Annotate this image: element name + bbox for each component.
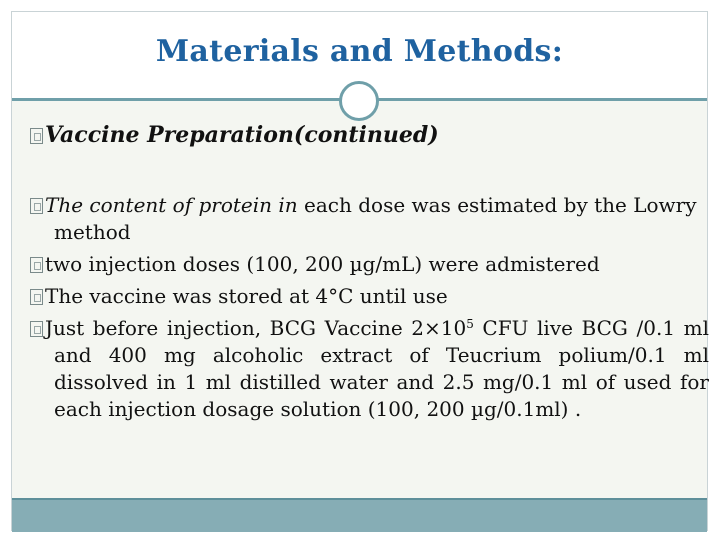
missing-glyph-box-icon (30, 198, 43, 214)
bottom-band (12, 498, 707, 532)
slide-title: Materials and Methods: (155, 34, 564, 69)
bullet-item-injection (30, 315, 709, 423)
missing-glyph-box-icon (30, 289, 43, 305)
divider-circle-ornament (339, 81, 379, 121)
bullet-text: The vaccine was stored at 4°C until use (45, 284, 448, 308)
exponent: 5 (466, 317, 474, 331)
bullet-item-storage (30, 283, 709, 310)
bullet-italic-text: The content of protein in (45, 193, 298, 217)
subheading-text: Vaccine Preparation(continued) (45, 122, 439, 148)
bullet-text: two injection doses (100, 200 µg/mL) were admistered (45, 252, 600, 276)
bullet-item-doses (30, 251, 709, 278)
bullet-item-protein (30, 192, 709, 246)
bullet-text-after: CFU live BCG /0.1 ml and 400 mg alcoholic extract of Teucrium polium/0.1 ml dissolved in 1 ml distilled water and 2.5 mg/0.1 ml of used for each injection dosage solution (100, 200 µg/0.1ml) . (54, 316, 709, 421)
missing-glyph-box-icon (30, 257, 43, 273)
subheading (30, 122, 685, 149)
bullet-text-before: Just before injection, BCG Vaccine 2×10 (45, 316, 467, 340)
missing-glyph-box-icon (30, 321, 43, 337)
missing-glyph-box-icon (30, 128, 43, 144)
bullet-text: each dose was estimated by the Lowry method (54, 193, 697, 244)
